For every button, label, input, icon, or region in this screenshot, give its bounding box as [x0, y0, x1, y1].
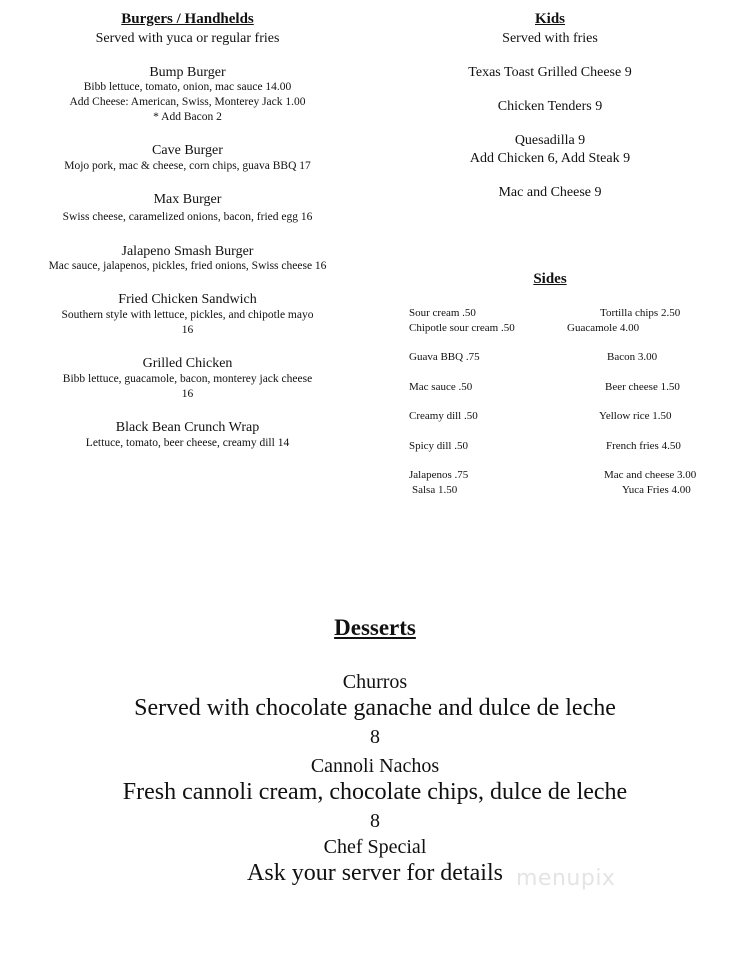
side-item: Yuca Fries 4.00: [622, 484, 691, 496]
item-desc: Mac sauce, jalapenos, pickles, fried onions, Swiss cheese 16: [48, 260, 327, 272]
side-item: Guava BBQ .75: [409, 351, 480, 363]
side-item: Mac and cheese 3.00: [604, 469, 697, 481]
side-item: Bacon 3.00: [607, 351, 658, 363]
item-desc: Bibb lettuce, tomato, onion, mac sauce 14.00: [83, 81, 292, 93]
watermark-logo: menupix: [516, 866, 616, 891]
side-item: Mac sauce .50: [409, 381, 473, 393]
side-item: Spicy dill .50: [409, 440, 468, 452]
side-item: Creamy dill .50: [409, 410, 478, 422]
item-name: Max Burger: [153, 192, 222, 207]
dessert-price: 8: [370, 726, 380, 748]
item-desc: * Add Bacon 2: [153, 111, 222, 123]
side-item: Salsa 1.50: [412, 484, 458, 496]
dessert-desc: Served with chocolate ganache and dulce de leche: [134, 695, 616, 721]
side-item: Chipotle sour cream .50: [409, 322, 515, 334]
item-price: 16: [181, 388, 194, 400]
side-item: Yellow rice 1.50: [599, 410, 672, 422]
dessert-desc: Fresh cannoli cream, chocolate chips, dulce de leche: [122, 779, 628, 805]
item-desc: Add Cheese: American, Swiss, Monterey Jack 1.00: [69, 96, 306, 108]
kids-item: Texas Toast Grilled Cheese 9: [468, 65, 632, 80]
kids-item: Mac and Cheese 9: [498, 185, 602, 200]
item-name: Jalapeno Smash Burger: [121, 244, 254, 259]
side-item: Guacamole 4.00: [567, 322, 640, 334]
kids-item: Add Chicken 6, Add Steak 9: [469, 151, 631, 166]
side-item: Beer cheese 1.50: [605, 381, 680, 393]
item-name: Grilled Chicken: [142, 356, 233, 371]
side-item: Sour cream .50: [409, 307, 476, 319]
item-desc: Mojo pork, mac & cheese, corn chips, guava BBQ 17: [64, 160, 311, 172]
side-item: French fries 4.50: [606, 440, 681, 452]
kids-heading: Kids: [534, 11, 565, 27]
dessert-price: 8: [370, 810, 380, 832]
item-price: 16: [181, 324, 194, 336]
sides-heading: Sides: [533, 271, 567, 287]
dessert-desc: Ask your server for details: [247, 860, 503, 886]
burgers-subtitle: Served with yuca or regular fries: [95, 31, 280, 46]
item-desc: Lettuce, tomato, beer cheese, creamy dill 14: [85, 437, 290, 449]
side-item: Jalapenos .75: [409, 469, 469, 481]
dessert-name: Churros: [342, 671, 408, 693]
dessert-name: Chef Special: [323, 836, 427, 858]
item-desc: Bibb lettuce, guacamole, bacon, monterey jack cheese: [62, 373, 313, 385]
kids-subtitle: Served with fries: [502, 31, 598, 46]
item-desc: Swiss cheese, caramelized onions, bacon, fried egg 16: [62, 211, 313, 223]
burgers-heading: Burgers / Handhelds: [121, 11, 254, 27]
item-name: Bump Burger: [149, 65, 226, 80]
dessert-name: Cannoli Nachos: [310, 755, 440, 777]
item-name: Fried Chicken Sandwich: [118, 292, 257, 307]
kids-item: Quesadilla 9: [514, 133, 586, 148]
item-name: Black Bean Crunch Wrap: [115, 420, 260, 435]
item-name: Cave Burger: [152, 143, 223, 158]
side-item: Tortilla chips 2.50: [600, 307, 681, 319]
kids-item: Chicken Tenders 9: [497, 99, 603, 114]
desserts-heading: Desserts: [334, 615, 416, 640]
item-desc: Southern style with lettuce, pickles, and chipotle mayo: [61, 309, 314, 321]
